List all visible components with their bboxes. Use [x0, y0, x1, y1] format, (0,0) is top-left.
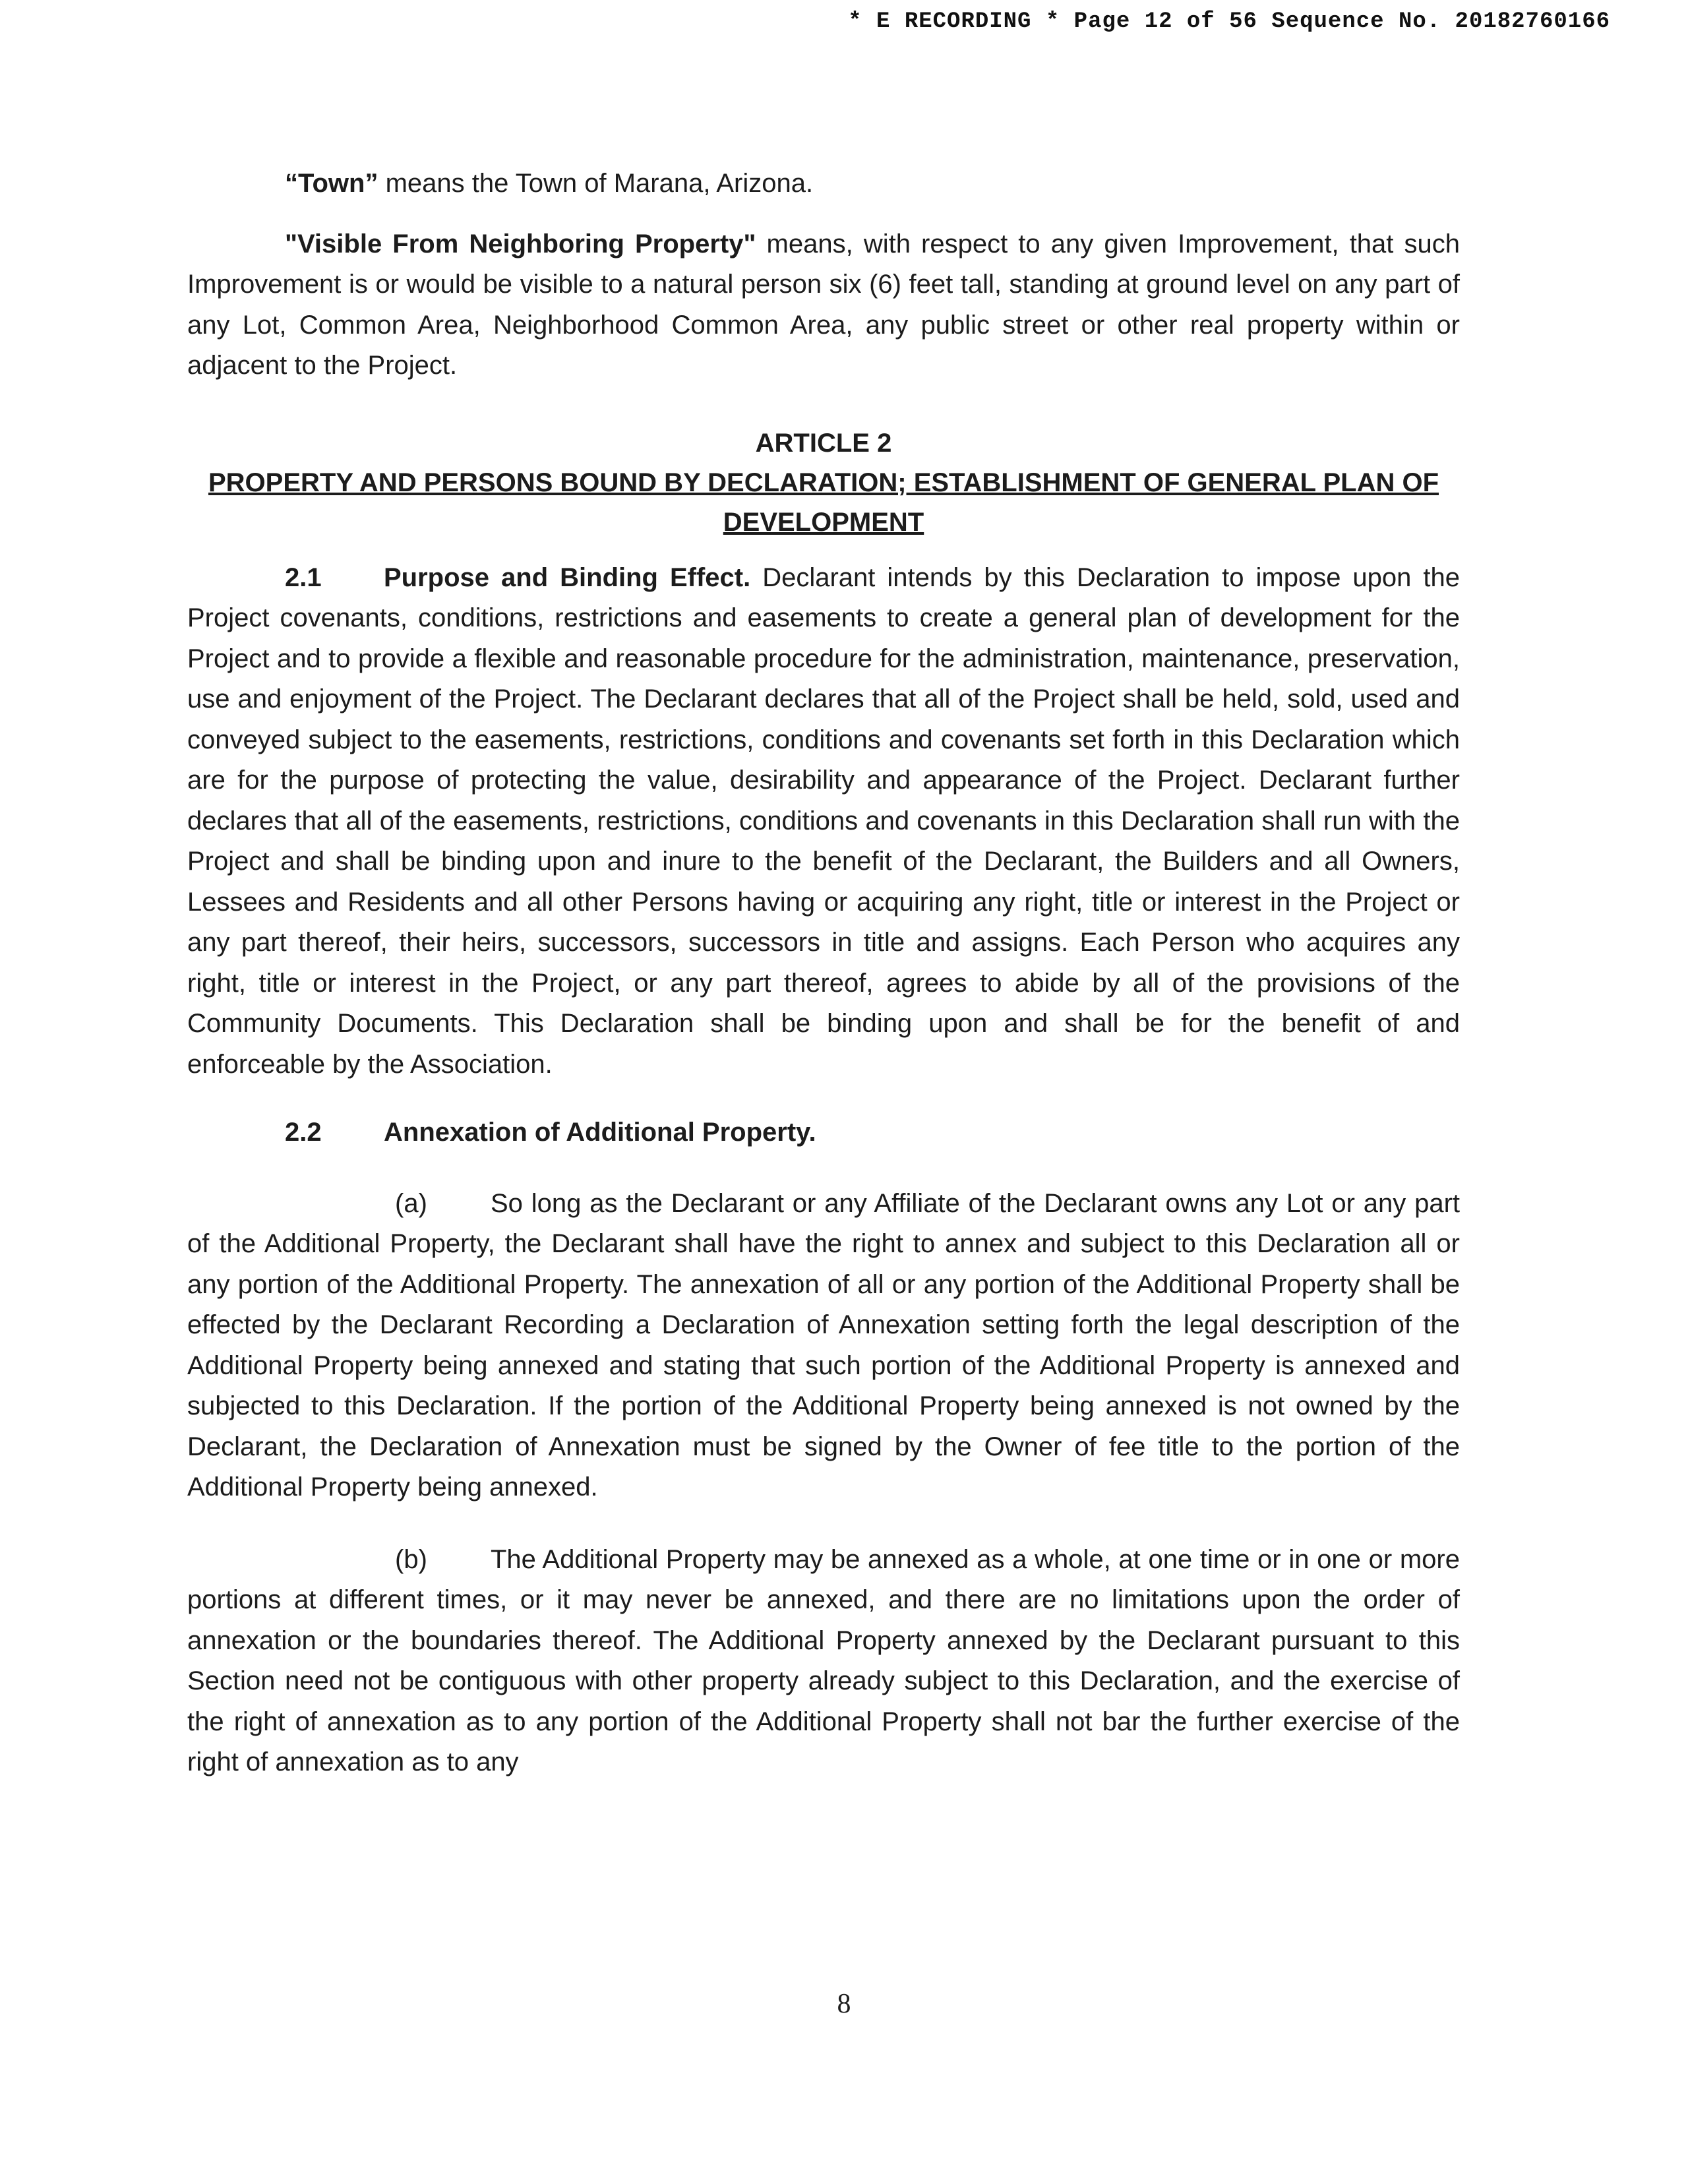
- page-number: 8: [837, 1989, 851, 2019]
- subsection-text: The Additional Property may be annexed as a whole, at one time or in one or more portions at different times, or it may never be annexed, and there are no limitations upon the order of annexation or the boundaries thereof. The Additional Property annexed by the Declarant pursuant to this Section need not be contiguous with other property already subject to this Declaration, and the exercise of the right of annexation as to any portion of the Additional Property shall not bar the further exercise of the right of annexation as to any: [187, 1544, 1460, 1776]
- definition-visible-from-neighboring-property: [187, 224, 1460, 386]
- article-title: PROPERTY AND PERSONS BOUND BY DECLARATION; ESTABLISHMENT OF GENERAL PLAN OF DEVELOPMENT: [208, 468, 1439, 537]
- section-2-1: [187, 558, 1460, 1085]
- document-body: [187, 164, 1460, 1783]
- subsection-a: [187, 1184, 1460, 1508]
- article-number: ARTICLE 2: [755, 428, 892, 458]
- subsection-label: (a): [395, 1188, 427, 1218]
- subsection-text: So long as the Declarant or any Affiliate of the Declarant owns any Lot or any part of the Additional Property, the Declarant shall have the right to annex and subject to this Declaration all or any portion of the Additional Property. The annexation of all or any portion of the Additional Property shall be effected by the Declarant Recording a Declaration of Annexation setting forth the legal description of the Additional Property being annexed and stating that such portion of the Additional Property is annexed and subjected to this Declaration. If the portion of the Additional Property being annexed is not owned by the Declarant, the Declaration of Annexation must be signed by the Owner of fee title to the portion of the Additional Property being annexed.: [187, 1188, 1460, 1502]
- definition-text: means, with respect to any given Improvement, that such Improvement is or would be visible to a natural person six (6) feet tall, standing at ground level on any part of any Lot, Common Area, Neighborhood Common Area, any public street or other real property within or adjacent to the Project.: [187, 229, 1460, 380]
- definition-term: “Town”: [285, 169, 378, 198]
- section-2-2-heading: [187, 1112, 1460, 1153]
- section-title: Annexation of Additional Property.: [384, 1118, 816, 1147]
- section-number: 2.1: [285, 562, 322, 592]
- subsection-label: (b): [395, 1544, 427, 1574]
- definition-term: "Visible From Neighboring Property": [285, 229, 756, 258]
- article-header: [187, 423, 1460, 542]
- definition-text: means the Town of Marana, Arizona.: [378, 169, 814, 198]
- section-title: Purpose and Binding Effect.: [384, 562, 751, 592]
- section-text: Declarant intends by this Declaration to impose upon the Project covenants, conditions, restrictions and easements to create a general plan of development for the Project and to provide a flexible and reasonable procedure for the administration, maintenance, preservation, use and enjoyment of the Project. The Declarant declares that all of the Project shall be held, sold, used and conveyed subject to the easements, restrictions, conditions and covenants set forth in this Declaration which are for the purpose of protecting the value, desirability and appearance of the Project. Declarant further declares that all of the easements, restrictions, conditions and covenants in this Declaration shall run with the Project and shall be binding upon and inure to the benefit of the Declarant, the Builders and all Owners, Lessees and Residents and all other Persons having or acquiring any right, title or interest in the Project or any part thereof, their heirs, successors, successors in title and assigns. Each Person who acquires any right, title or interest in the Project, or any part thereof, agrees to abide by all of the provisions of the Community Documents. This Declaration shall be binding upon and shall be for the benefit of and enforceable by the Association.: [187, 562, 1460, 1079]
- definition-town: [187, 164, 1460, 204]
- section-number: 2.2: [285, 1118, 322, 1147]
- recording-header: * E RECORDING * Page 12 of 56 Sequence No. 20182760166: [848, 9, 1610, 34]
- subsection-b: [187, 1540, 1460, 1783]
